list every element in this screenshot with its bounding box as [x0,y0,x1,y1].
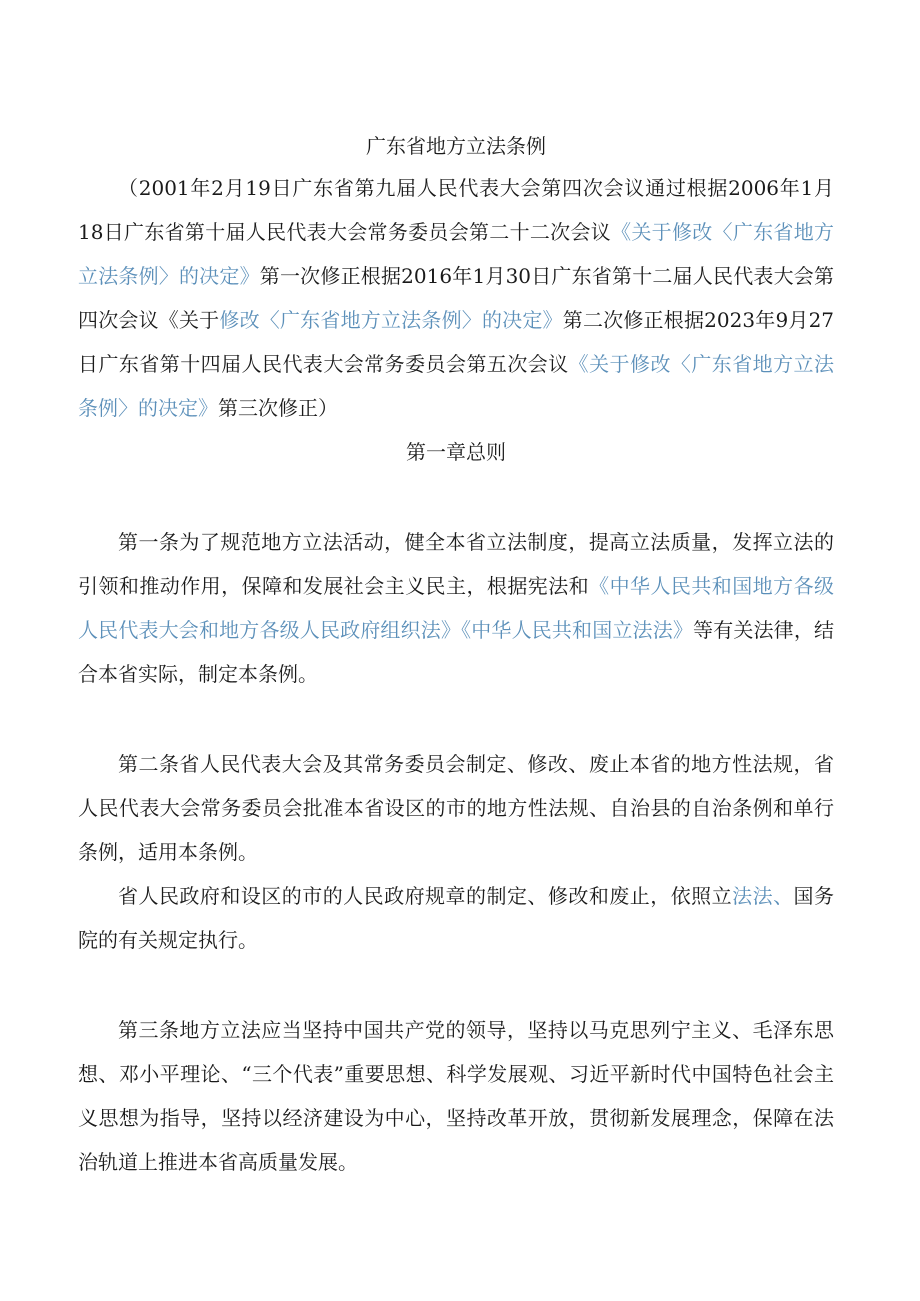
law-reference-link[interactable]: 《中华人民共和国地方各级人民代表大会和地方各级人民政府组织法》《中华人民共和国立法法》 [78,574,835,642]
article-2-paragraph-2 [78,874,834,962]
preamble-text-2: 第一次修正根据2016年1月30日广东省第十二届人民代表大会第四次会议《关于 [78,264,834,332]
article-1-text-2: 等有关法律，结合本省实际，制定本条例。 [78,618,835,686]
spacer [78,696,834,742]
preamble-text-3: 第二次修正根据2023年9月27日广东省第十四届人民代表大会常务委员会第五次会议 [78,308,835,376]
article-2: 第二条省人民代表大会及其常务委员会制定、修改、废止本省的地方性法规，省人民代表大会常务委员会批准本省设区的市的地方性法规、自治县的自治条例和单行条例，适用本条例。 [78,752,834,864]
preamble-text-4: 第三次修正） [218,396,338,420]
amendment-link-2[interactable]: 修改〈广东省地方立法条例〉的决定》 [219,308,563,332]
article-2-text-2: 国务院的有关规定执行。 [78,884,835,952]
legislation-law-link[interactable]: 法法、 [732,884,794,908]
spacer [78,962,834,1008]
article-1 [78,520,834,696]
preamble-text-1: （2001年2月19日广东省第九届人民代表大会第四次会议通过根据2006年1月18日广东省第十届人民代表大会常务委员会第二十二次会议 [78,176,834,244]
article-2-text-1: 省人民政府和设区的市的人民政府规章的制定、修改和废止，依照立 [118,884,733,908]
document-page [78,128,834,1184]
amendment-link-1[interactable]: 《关于修改〈广东省地方立法条例〉的决定》 [78,220,835,288]
article-1-text-1: 第一条为了规范地方立法活动，健全本省立法制度，提高立法质量，发挥立法的引领和推动作用，保障和发展社会主义民主，根据宪法和 [78,530,834,598]
preamble [78,166,834,430]
chapter-heading: 第一章总则 [406,440,506,464]
article-3: 第三条地方立法应当坚持中国共产党的领导，坚持以马克思列宁主义、毛泽东思想、邓小平理论、“三个代表”重要思想、科学发展观、习近平新时代中国特色社会主义思想为指导，坚持以经济建设为中心，坚持改革开放，贯彻新发展理念，保障在法治轨道上推进本省高质量发展。 [78,1018,834,1174]
amendment-link-3[interactable]: 《关于修改〈广东省地方立法条例〉的决定》 [78,352,835,420]
spacer [78,474,834,520]
document-title: 广东省地方立法条例 [366,134,546,158]
